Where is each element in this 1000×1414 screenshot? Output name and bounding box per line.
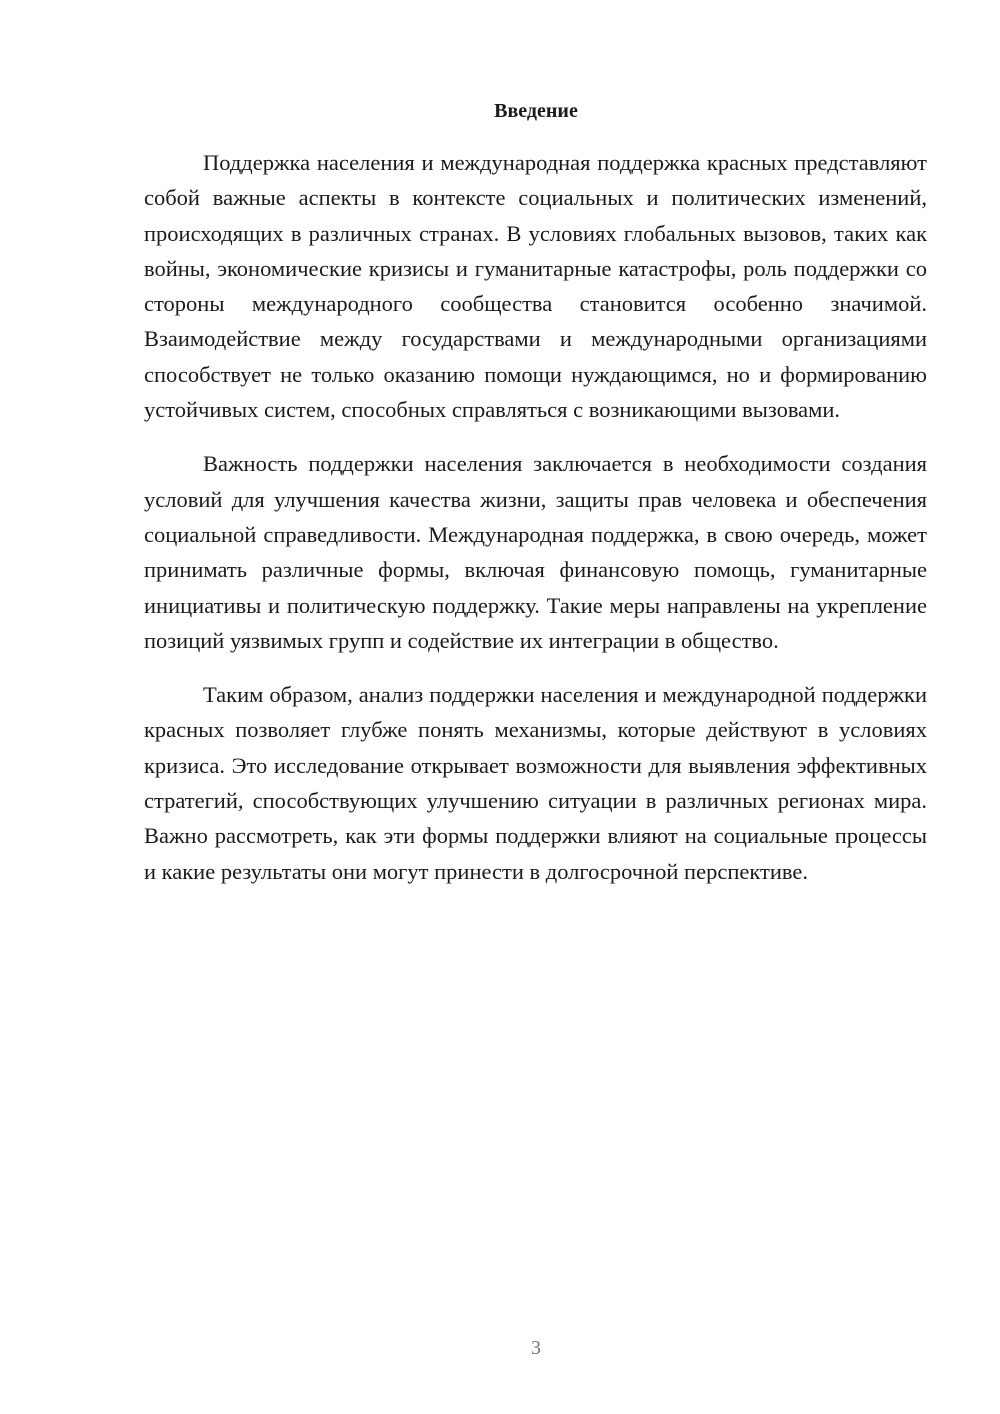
paragraph-2: Важность поддержки населения заключается в необходимости создания условий для улучшения качества жизни, защиты прав человека и обеспечения социальной справедливости. Международная поддержка, в свою очередь, может принимать различные формы, включая финансовую помощь, гуманитарные инициативы и политическую поддержку. Такие меры направлены на укрепление позиций уязвимых групп и содействие их интеграции в общество. — [144, 451, 927, 653]
paragraph-3: Таким образом, анализ поддержки населения и международной поддержки красных позволяет глубже понять механизмы, которые действуют в условиях кризиса. Это исследование открывает возможности для выявления эффективных стратегий, способствующих улучшению ситуации в различных регионах мира. Важно рассмотреть, как эти формы поддержки влияют на социальные процессы и какие результаты они могут принести в долгосрочной перспективе. — [144, 682, 927, 884]
document-body — [144, 145, 927, 908]
paragraph-1: Поддержка населения и международная поддержка красных представляют собой важные аспекты в контексте социальных и политических изменений, происходящих в различных странах. В условиях глобальных вызовов, таких как войны, экономические кризисы и гуманитарные катастрофы, роль поддержки со стороны международного сообщества становится особенно значимой. Взаимодействие между государствами и международными организациями способствует не только оказанию помощи нуждающимся, но и формированию устойчивых систем, способных справляться с возникающими вызовами. — [144, 150, 927, 423]
page-number: 3 — [531, 1337, 541, 1359]
section-title: Введение — [494, 100, 578, 122]
